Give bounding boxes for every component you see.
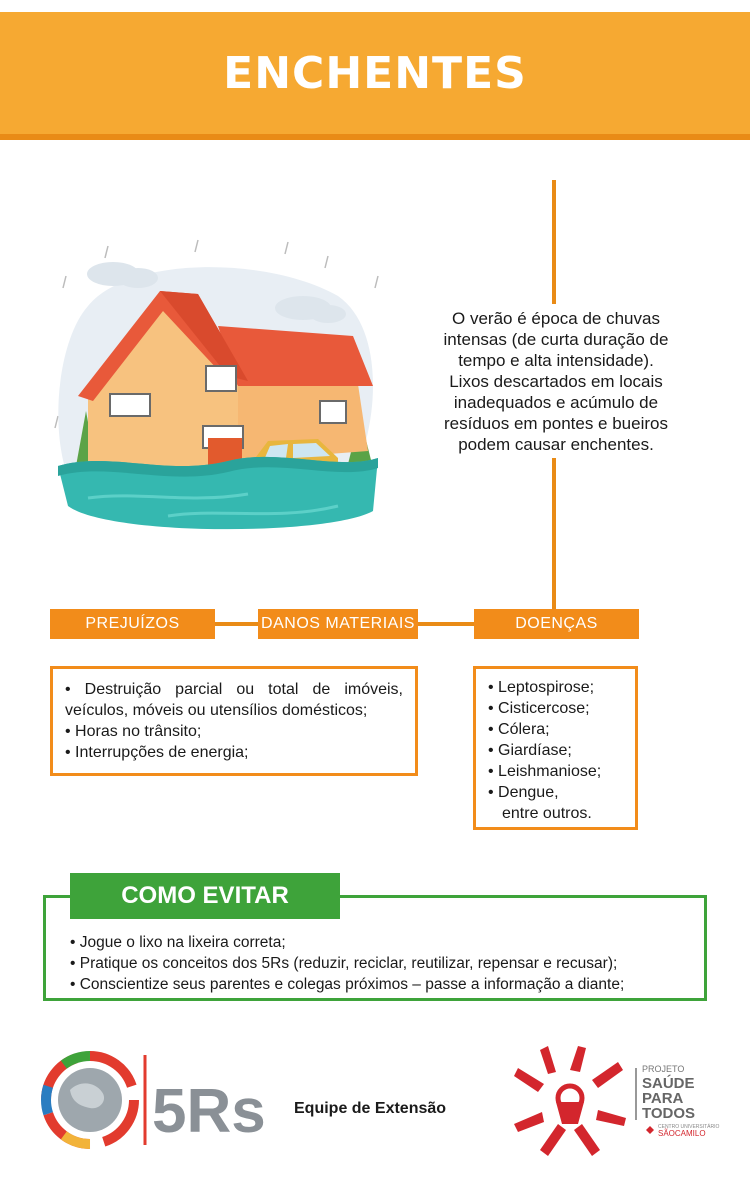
5rs-globe-logo [40, 1050, 266, 1150]
como-evitar-list [70, 932, 700, 995]
connector-line [552, 458, 556, 612]
label-doencas: DOENÇAS [474, 609, 639, 639]
prejuizos-list [65, 679, 403, 763]
connector-line [552, 180, 556, 304]
label-prejuizos: PREJUÍZOS [50, 609, 215, 639]
saude-brand: SÃOCAMILO [658, 1129, 706, 1138]
saude-para-todos-hands-logo [508, 1040, 718, 1160]
list-item: • Dengue, [488, 784, 559, 801]
list-item: • Horas no trânsito; [65, 723, 202, 740]
intro-line: intensas (de curta duração de [443, 330, 669, 349]
list-item: • Conscientize seus parentes e colegas próximos – passe a informação a diante; [70, 976, 625, 993]
como-evitar-title: COMO EVITAR [70, 873, 340, 919]
list-item: • Leishmaniose; [488, 763, 602, 780]
list-item: • Cisticercose; [488, 700, 590, 717]
list-item: • Cólera; [488, 721, 550, 738]
doencas-box [473, 666, 638, 830]
saude-line1: SAÚDE [642, 1075, 695, 1092]
list-item: • Interrupções de energia; [65, 744, 249, 761]
intro-line: resíduos em pontes e bueiros [444, 414, 668, 433]
prejuizos-box [50, 666, 418, 776]
list-item: • Jogue o lixo na lixeira correta; [70, 934, 286, 951]
intro-line: tempo e alta intensidade). [458, 351, 654, 370]
intro-line: O verão é época de chuvas [452, 309, 660, 328]
page-title: ENCHENTES [223, 47, 527, 99]
list-item: • Giardíase; [488, 742, 572, 759]
list-item: • Pratique os conceitos dos 5Rs (reduzir, reciclar, reutilizar, repensar e recusar); [70, 955, 618, 972]
flood-house-illustration [48, 236, 393, 536]
list-item: entre outros. [502, 805, 592, 822]
saude-line2: PARA [642, 1090, 684, 1107]
saude-line3: TODOS [642, 1105, 696, 1122]
team-name: Equipe de Extensão [294, 1100, 447, 1117]
5rs-logo-text: 5Rs [152, 1077, 266, 1146]
label-danos-materiais: DANOS MATERIAIS [258, 609, 418, 639]
intro-line: podem causar enchentes. [458, 435, 654, 454]
intro-line: Lixos descartados em locais [449, 372, 663, 391]
list-item: • Leptospirose; [488, 679, 595, 696]
list-item: • Destruição parcial ou total de imóveis, veículos, móveis ou utensílios domésticos; [65, 681, 403, 719]
doencas-list [488, 677, 623, 824]
saude-kicker: PROJETO [642, 1064, 685, 1074]
header-banner [0, 12, 750, 140]
intro-line: inadequados e acúmulo de [453, 393, 659, 412]
saude-subtext: CENTRO UNIVERSITÁRIO [658, 1124, 720, 1130]
intro-paragraph [420, 308, 692, 455]
